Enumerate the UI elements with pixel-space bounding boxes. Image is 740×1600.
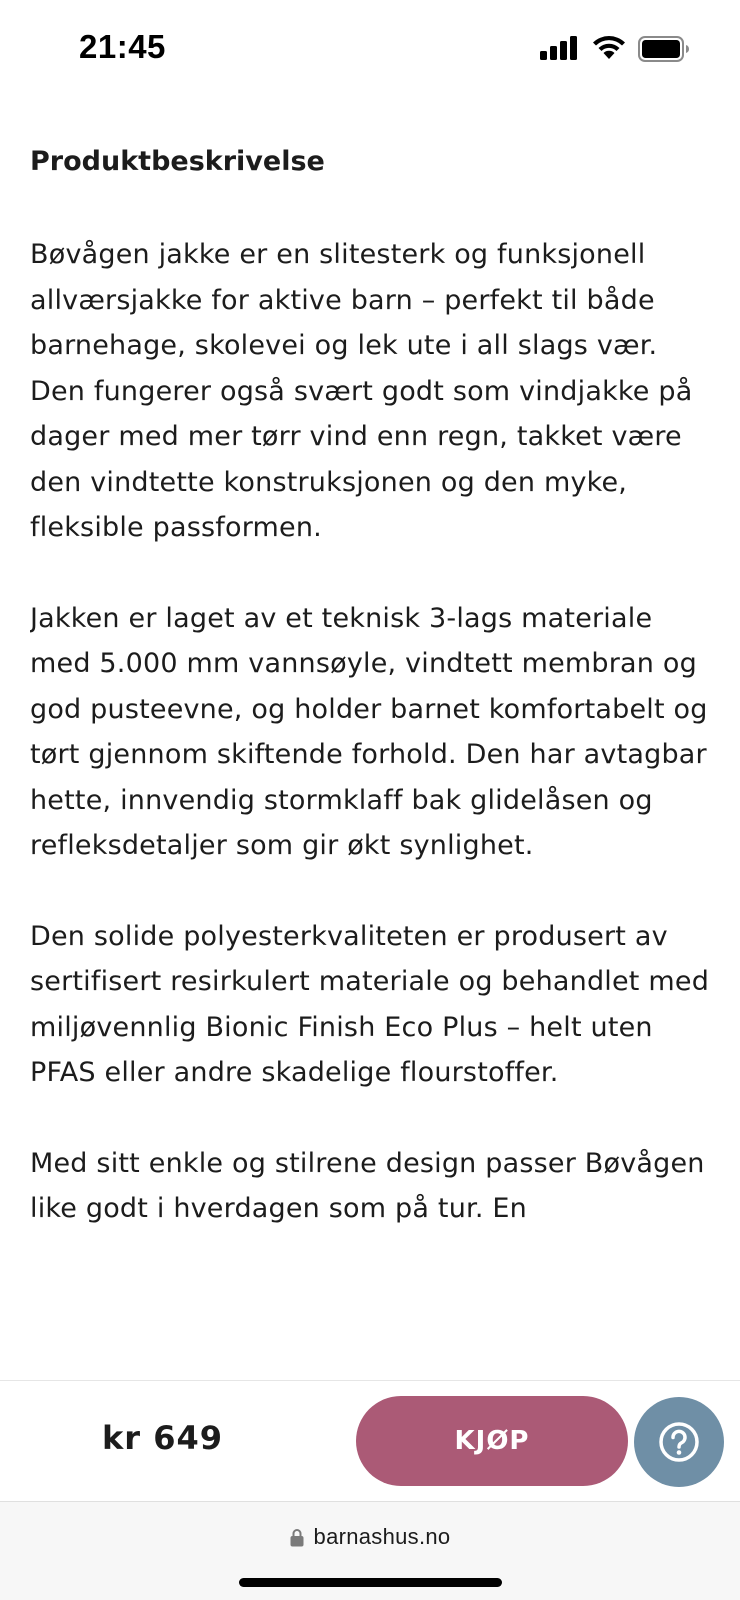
status-time: 21:45 (79, 28, 166, 65)
domain-text: barnashus.no (313, 1524, 451, 1549)
home-indicator[interactable] (239, 1578, 502, 1587)
lock-icon (290, 1528, 304, 1547)
help-button[interactable] (634, 1397, 724, 1487)
buy-button[interactable]: KJØP (356, 1396, 628, 1486)
cellular-signal-icon (540, 36, 578, 60)
browser-address-bar[interactable] (0, 1502, 740, 1600)
purchase-bar (0, 1380, 740, 1502)
question-mark-icon (658, 1421, 700, 1463)
section-heading: Produktbeskrivelse (30, 146, 325, 177)
wifi-icon (592, 34, 626, 60)
description-paragraph: Den solide polyesterkvaliteten er produsert av sertifisert resirkulert materiale og behandlet med miljøvennlig Bionic Finish Eco Plus – helt uten PFAS eller andre skadelige flourstoffer. (30, 920, 710, 1088)
address-field[interactable] (0, 1524, 740, 1550)
description-paragraph: Jakken er laget av et teknisk 3-lags materiale med 5.000 mm vannsøyle, vindtett membran og god pusteevne, og holder barnet komfortabelt og tørt gjennom skiftende forhold. Den har avtagbar hette, innvendig stormklaff bak glidelåsen og refleksdetaljer som gir økt synlighet. (30, 602, 708, 861)
battery-icon (638, 36, 690, 62)
price-label: kr 649 (102, 1419, 223, 1457)
description-paragraph: Med sitt enkle og stilrene design passer Bøvågen like godt i hverdagen som på tur. En (30, 1147, 705, 1224)
status-bar (0, 0, 740, 96)
description-paragraph: Bøvågen jakke er en slitesterk og funksjonell allværsjakke for aktive barn – perfekt til både barnehage, skolevei og lek ute i all slags vær. Den fungerer også svært godt som vindjakke på dager med mer tørr vind enn regn, takket være den vindtette konstruksjonen og den myke, fleksible passformen. (30, 239, 693, 543)
product-description[interactable] (30, 96, 710, 1380)
